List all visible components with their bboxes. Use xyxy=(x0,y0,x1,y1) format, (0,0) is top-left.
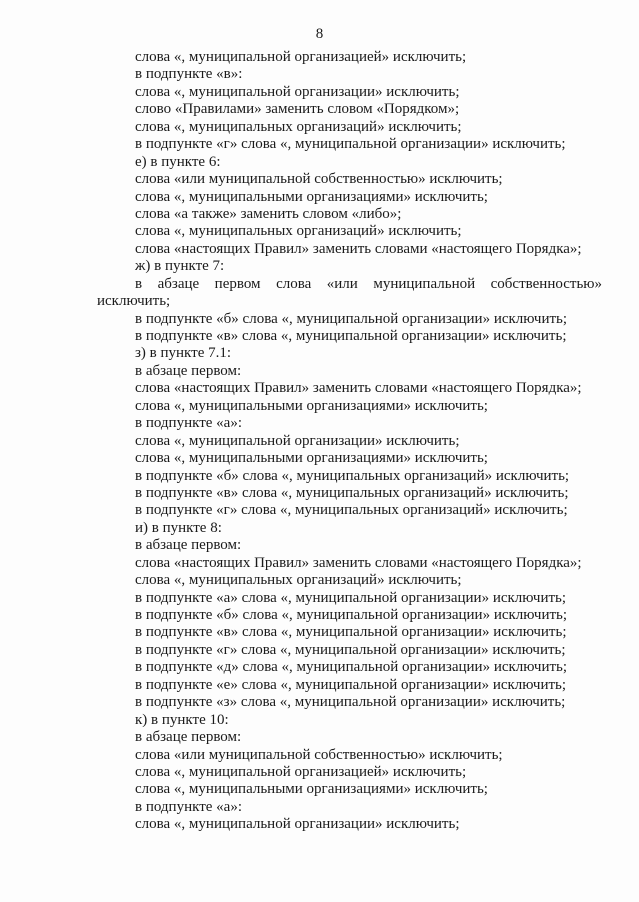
body-line: к) в пункте 10: xyxy=(135,711,229,728)
body-line: и) в пункте 8: xyxy=(135,519,222,536)
body-line: в подпункте «г» слова «, муниципальной организации» исключить; xyxy=(135,641,566,658)
body-line: в подпункте «в» слова «, муниципальной организации» исключить; xyxy=(135,624,567,641)
body-line-continuation: исключить; xyxy=(97,293,171,310)
body-line: слова «, муниципальными организациями» исключить; xyxy=(135,188,488,205)
body-line: в подпункте «з» слова «, муниципальной организации» исключить; xyxy=(135,694,566,711)
body-line: в подпункте «в» слова «, муниципальных организаций» исключить; xyxy=(135,484,569,501)
body-line: слова «, муниципальными организациями» исключить; xyxy=(135,781,488,798)
body-line: е) в пункте 6: xyxy=(135,153,221,170)
body-line: слово «Правилами» заменить словом «Порядком»; xyxy=(135,101,460,118)
body-line: ж) в пункте 7: xyxy=(135,258,225,275)
body-line: в подпункте «б» слова «, муниципальных организаций» исключить; xyxy=(135,467,570,484)
body-line: слова «, муниципальной организацией» исключить; xyxy=(135,49,467,65)
body-line: в абзаце первом: xyxy=(135,729,242,746)
body-line: в абзаце первом: xyxy=(135,362,242,379)
body-line: в подпункте «а» слова «, муниципальной организации» исключить; xyxy=(135,589,567,606)
body-line: слова «, муниципальных организаций» исключить; xyxy=(135,572,462,589)
body-line: в подпункте «б» слова «, муниципальной организации» исключить; xyxy=(135,607,568,623)
body-line: слова «настоящих Правил» заменить словами «настоящего Порядка»; xyxy=(135,380,582,397)
body-line: з) в пункте 7.1: xyxy=(135,345,232,362)
body-line: слова «, муниципальными организациями» исключить; xyxy=(135,397,488,414)
document-body xyxy=(97,49,602,834)
body-line: слова «, муниципальных организаций» исключить; xyxy=(135,223,462,240)
body-line: в подпункте «а»: xyxy=(135,415,242,432)
body-line: слова «, муниципальными организациями» исключить; xyxy=(135,450,488,467)
body-line: в подпункте «г» слова «, муниципальных организаций» исключить; xyxy=(135,502,568,519)
body-line: в подпункте «е» слова «, муниципальной организации» исключить; xyxy=(135,676,567,693)
body-line: в подпункте «а»: xyxy=(135,798,242,815)
body-line: слова «или муниципальной собственностью» исключить; xyxy=(135,746,503,763)
body-line: слова «, муниципальных организаций» исключить; xyxy=(135,118,462,135)
page-number: 8 xyxy=(315,26,324,42)
body-line: слова «настоящих Правил» заменить словами «настоящего Порядка»; xyxy=(135,240,582,257)
body-line: слова «, муниципальной организации» исключить; xyxy=(135,83,460,100)
body-line: в подпункте «д» слова «, муниципальной организации» исключить; xyxy=(135,659,568,676)
body-line-justified: в абзаце первом слова «или муниципальной собственностью» xyxy=(135,275,602,292)
body-line: слова «настоящих Правил» заменить словами «настоящего Порядка»; xyxy=(135,554,582,571)
body-line: в подпункте «г» слова «, муниципальной организации» исключить; xyxy=(135,136,566,153)
body-line: в подпункте «б» слова «, муниципальной организации» исключить; xyxy=(135,310,568,327)
body-line: в абзаце первом: xyxy=(135,537,242,554)
body-line: слова «или муниципальной собственностью» исключить; xyxy=(135,171,503,188)
body-line: в подпункте «в»: xyxy=(135,66,243,83)
body-line: слова «а также» заменить словом «либо»; xyxy=(135,205,402,222)
body-line: слова «, муниципальной организации» исключить; xyxy=(135,432,460,449)
body-line: в подпункте «в» слова «, муниципальной организации» исключить; xyxy=(135,328,567,344)
body-line: слова «, муниципальной организации» исключить; xyxy=(135,816,460,833)
body-line: слова «, муниципальной организацией» исключить; xyxy=(135,763,467,780)
